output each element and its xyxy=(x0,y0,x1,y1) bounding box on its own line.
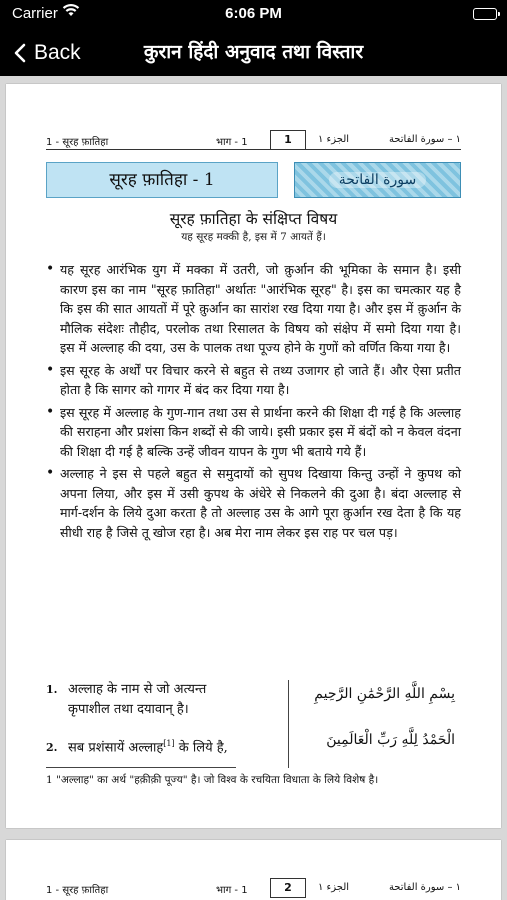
subject-title: सूरह फ़ातिहा के संक्षिप्त विषय xyxy=(169,210,338,228)
verse-2-translation xyxy=(46,734,284,758)
header-rule xyxy=(46,149,461,150)
quran-page-1 xyxy=(6,84,501,828)
verse-text: अल्लाह के नाम से जो अत्यन्त xyxy=(68,682,207,697)
carrier-label: Carrier xyxy=(12,5,58,22)
verse-number: 2. xyxy=(46,741,58,755)
page-header xyxy=(46,134,461,154)
page-title: कुरान हिंदी अनुवाद तथा विस्तार xyxy=(143,41,364,63)
footnote-ref[interactable]: [1] xyxy=(163,739,175,748)
subject-subtitle: यह सूरह मक्की है, इस में 7 आयतें हैं। xyxy=(181,231,326,243)
page-number: 1 xyxy=(270,130,306,150)
header-surah-label: 1 - सूरह फ़ातिहा xyxy=(46,137,109,148)
verse-1-translation xyxy=(46,680,284,720)
header-arabic-surah: ١ – سورة الفاتحة xyxy=(388,882,461,893)
summary-item: • इस सूरह के अर्थों पर विचार करने से बहुत से तथ्य उजागर हो जाते हैं। और ऐसा प्रतीत होता है कि सागर को गागर में बंद कर दिया गया है। xyxy=(46,361,461,400)
verse-number: 1. xyxy=(46,683,58,696)
footnote-rule xyxy=(46,767,236,768)
status-bar xyxy=(0,0,507,30)
verse-text: के लिये है, xyxy=(174,740,228,756)
verse-divider xyxy=(288,680,289,768)
header-surah-label: 1 - सूरह फ़ातिहा xyxy=(46,885,109,896)
surah-calligraphy xyxy=(294,162,461,198)
page-header xyxy=(46,882,461,900)
summary-item: • यह सूरह आरंभिक युग में मक्का में उतरी, जो क़ुर्आन की भूमिका के समान है। इसी कारण इस का नाम "सूरह फ़ातिहा" अर्थातः "आरंभिक सूरह" है। इस का चमत्कार यह है कि इस की सात आयतों में पूरे क़ुर्आन का सारांश रख दिया गया है। और इस में क़ुर्आन के मौलिक संदेशः तौहीद, परलोक तथा रिसालत के विषय को संक्षेप में समो दिया गया है। इस में अल्लाह की दया, उस के पालक तथा पूज्य होने के गुणों को वर्णित किया गया है। xyxy=(46,260,461,358)
verse-text: सब प्रशंसायें अल्लाह xyxy=(68,740,164,756)
quran-page-2 xyxy=(6,840,501,900)
surah-title-box: सूरह फ़ातिहा - 1 xyxy=(46,162,278,198)
pages-scroll-view[interactable] xyxy=(0,76,507,900)
footnote: 1 "अल्लाह" का अर्थ "हक़ीक़ी पूज्य" है। जो विश्व के रचयिता विधाता के लिये विशेष है। xyxy=(46,774,379,786)
header-arabic-part: الجزء ١ xyxy=(318,134,350,145)
summary-list xyxy=(46,260,461,545)
page-number: 2 xyxy=(270,878,306,898)
verse-2-arabic: الْحَمْدُ لِلَّهِ رَبِّ الْعَالَمِينَ xyxy=(326,732,455,748)
clock: 6:06 PM xyxy=(225,5,282,22)
verses-section xyxy=(46,680,461,760)
nav-bar xyxy=(0,30,507,76)
header-part-label: भाग - 1 xyxy=(216,137,248,148)
header-arabic-part: الجزء ١ xyxy=(318,882,350,893)
summary-item: • अल्लाह ने इस से पहले बहुत से समुदायों को सुपथ दिखाया किन्तु उन्हों ने कुपथ को अपना लिया, और इस में उसी कुपथ के अंधेरे से निकलने की दुआ है। बंदा अल्लाह से मार्ग-दर्शन के लिये दुआ करता है तो अल्लाह उस के आगे पूरा क़ुर्आन रख देता है कि यह सीधी राह है जिसे तू खोज रहा है। अब मेरा नाम लेकर इस राह पर चल पड़। xyxy=(46,464,461,542)
verse-text: कृपाशील तथा दयावान् है। xyxy=(68,702,189,717)
verse-1-arabic: بِسْمِ اللَّهِ الرَّحْمَٰنِ الرَّحِيمِ xyxy=(314,686,455,702)
calligraphy-text: سورة الفاتحة xyxy=(329,172,426,188)
summary-item: • इस सूरह में अल्लाह के गुण-गान तथा उस से प्रार्थना करने की शिक्षा दी गई है कि अल्लाह की सराहना और प्रशंसा किन शब्दों से की जाये। इसी प्रकार इस में बंदों को न केवल वंदना की शिक्षा दी गई है बल्कि उन्हें जीवन यापन के गुण भी बताये गये हैं। xyxy=(46,403,461,462)
header-part-label: भाग - 1 xyxy=(216,885,248,896)
battery-icon xyxy=(473,8,497,20)
header-arabic-surah: ١ – سورة الفاتحة xyxy=(388,134,461,145)
back-label: Back xyxy=(34,41,81,64)
